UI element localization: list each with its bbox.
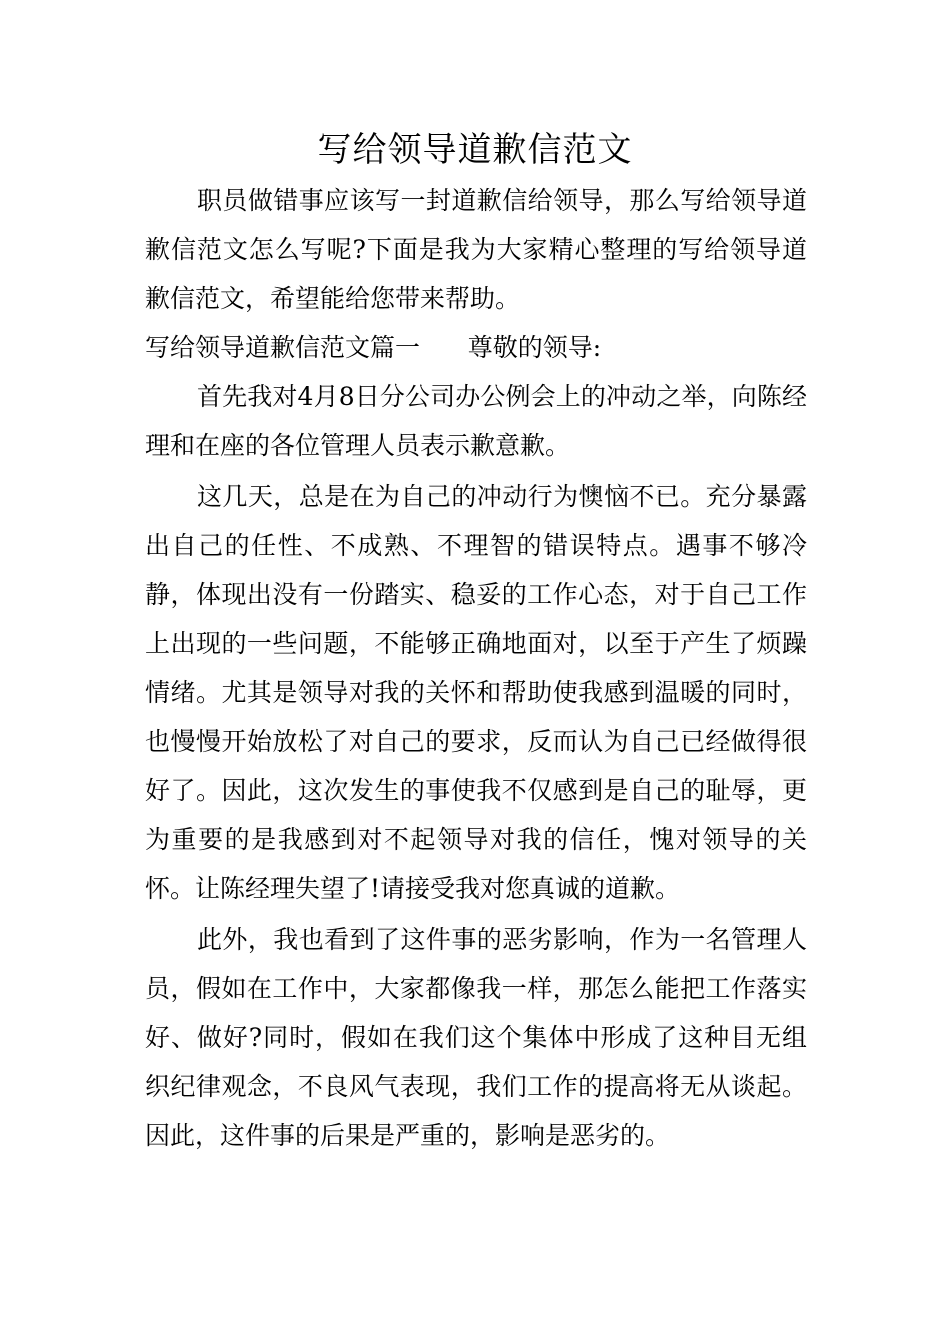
document-body [145,176,807,1160]
salutation: 尊敬的领导: [467,333,602,362]
body-paragraph-1: 首先我对4月8日分公司办公例会上的冲动之举，向陈经理和在座的各位管理人员表示歉意歉。 [145,382,807,460]
section-heading: 写给领导道歉信范文篇一 [145,333,421,362]
document-title: 写给领导道歉信范文 [317,130,633,170]
body-paragraph-2: 这几天，总是在为自己的冲动行为懊恼不已。充分暴露出自己的任性、不成熟、不理智的错误特点。遇事不够冷静，体现出没有一份踏实、稳妥的工作心态，对于自己工作上出现的一些问题，不能够正确地面对，以至于产生了烦躁情绪。尤其是领导对我的关怀和帮助使我感到温暖的同时，也慢慢开始放松了对自己的要求，反而认为自己已经做得很好了。因此，这次发生的事使我不仅感到是自己的耻辱，更为重要的是我感到对不起领导对我的信任，愧对领导的关怀。让陈经理失望了!请接受我对您真诚的道歉。 [145,482,807,903]
intro-paragraph: 职员做错事应该写一封道歉信给领导，那么写给领导道歉信范文怎么写呢?下面是我为大家精心整理的写给领导道歉信范文，希望能给您带来帮助。 [145,186,807,313]
section-heading-line [145,323,807,372]
body-paragraph-3: 此外，我也看到了这件事的恶劣影响，作为一名管理人员，假如在工作中，大家都像我一样，那怎么能把工作落实好、做好?同时，假如在我们这个集体中形成了这种目无组织纪律观念，不良风气表现，我们工作的提高将无从谈起。因此，这件事的后果是严重的，影响是恶劣的。 [145,925,807,1150]
heading-spacer [420,333,468,362]
